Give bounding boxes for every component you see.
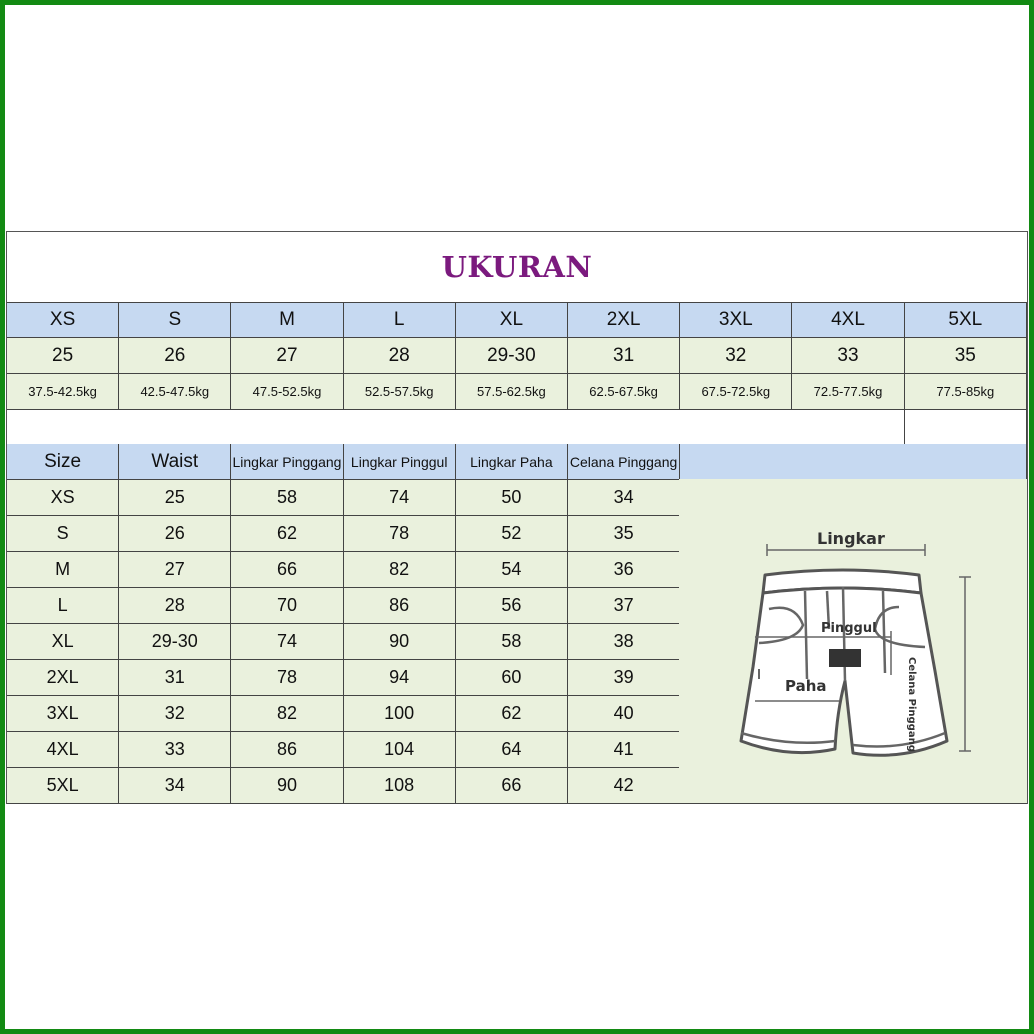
top-weight-cell: 47.5-52.5kg <box>231 374 343 410</box>
table-cell: 90 <box>231 768 343 804</box>
table-cell: 60 <box>456 660 568 696</box>
table-cell: 54 <box>456 552 568 588</box>
top-weight-cell: 77.5-85kg <box>905 374 1027 410</box>
table-cell: 66 <box>231 552 343 588</box>
table-cell: 78 <box>344 516 456 552</box>
table-cell: L <box>7 588 119 624</box>
table-cell: 58 <box>456 624 568 660</box>
header-fill-cell <box>680 444 1027 480</box>
top-size-cell: 3XL <box>680 302 792 338</box>
top-size-cell: XL <box>456 302 568 338</box>
table-cell: 62 <box>231 516 343 552</box>
table-cell: 31 <box>119 660 231 696</box>
top-weight-cell: 52.5-57.5kg <box>344 374 456 410</box>
table-cell: 3XL <box>7 696 119 732</box>
table-cell: S <box>7 516 119 552</box>
table-cell: 82 <box>344 552 456 588</box>
table-cell: 74 <box>231 624 343 660</box>
top-size-cell: L <box>344 302 456 338</box>
top-weight-cell: 62.5-67.5kg <box>568 374 680 410</box>
header-cell: Lingkar Paha <box>456 444 568 480</box>
top-waist-cell: 26 <box>119 338 231 374</box>
top-weight-cell: 67.5-72.5kg <box>680 374 792 410</box>
table-cell: 40 <box>568 696 680 732</box>
table-cell: 100 <box>344 696 456 732</box>
table-cell: XL <box>7 624 119 660</box>
top-size-cell: M <box>231 302 343 338</box>
table-cell: 74 <box>344 480 456 516</box>
top-weight-cell: 57.5-62.5kg <box>456 374 568 410</box>
table-cell: 104 <box>344 732 456 768</box>
table-cell: 25 <box>119 480 231 516</box>
table-cell: 56 <box>456 588 568 624</box>
spacer-cell-right <box>905 410 1027 446</box>
table-cell: 50 <box>456 480 568 516</box>
top-weight-cell: 42.5-47.5kg <box>119 374 231 410</box>
table-cell: 37 <box>568 588 680 624</box>
top-waist-cell: 33 <box>792 338 904 374</box>
header-cell: Lingkar Pinggang <box>231 444 343 480</box>
table-cell: 32 <box>119 696 231 732</box>
table-cell: 29-30 <box>119 624 231 660</box>
table-cell: 108 <box>344 768 456 804</box>
table-cell: 86 <box>231 732 343 768</box>
top-weight-cell: 37.5-42.5kg <box>7 374 119 410</box>
table-cell: 66 <box>456 768 568 804</box>
table-cell: 5XL <box>7 768 119 804</box>
spacer-cell <box>7 410 905 446</box>
table-cell: 36 <box>568 552 680 588</box>
table-cell: 28 <box>119 588 231 624</box>
table-cell: 70 <box>231 588 343 624</box>
top-size-cell: XS <box>7 302 119 338</box>
header-cell: Celana Pinggang <box>568 444 680 480</box>
table-cell: 90 <box>344 624 456 660</box>
top-waist-cell: 27 <box>231 338 343 374</box>
header-cell: Lingkar Pinggul <box>344 444 456 480</box>
top-size-cell: S <box>119 302 231 338</box>
top-waist-cell: 32 <box>680 338 792 374</box>
label-celana-pinggang: Celana Pinggang <box>906 657 917 752</box>
table-cell: 34 <box>568 480 680 516</box>
header-cell: Waist <box>119 444 231 480</box>
chart-title: UKURAN <box>441 250 593 284</box>
top-waist-cell: 35 <box>905 338 1027 374</box>
table-cell: 27 <box>119 552 231 588</box>
table-cell: XS <box>7 480 119 516</box>
top-size-cell: 4XL <box>792 302 904 338</box>
table-cell: 2XL <box>7 660 119 696</box>
table-cell: 26 <box>119 516 231 552</box>
table-cell: 58 <box>231 480 343 516</box>
header-cell: Size <box>7 444 119 480</box>
top-size-cell: 2XL <box>568 302 680 338</box>
top-waist-cell: 28 <box>344 338 456 374</box>
label-lingkar: Lingkar <box>817 529 885 548</box>
table-cell: M <box>7 552 119 588</box>
table-cell: 35 <box>568 516 680 552</box>
table-cell: 4XL <box>7 732 119 768</box>
shorts-illustration <box>679 479 1027 803</box>
top-weight-cell: 72.5-77.5kg <box>792 374 904 410</box>
table-cell: 38 <box>568 624 680 660</box>
top-size-cell: 5XL <box>905 302 1027 338</box>
top-waist-cell: 29-30 <box>456 338 568 374</box>
table-cell: 39 <box>568 660 680 696</box>
table-cell: 33 <box>119 732 231 768</box>
table-cell: 34 <box>119 768 231 804</box>
table-cell: 62 <box>456 696 568 732</box>
shorts-diagram <box>679 479 1027 804</box>
label-pinggul: Pinggul <box>821 621 877 636</box>
table-cell: 94 <box>344 660 456 696</box>
label-paha: Paha <box>785 677 827 695</box>
table-cell: 41 <box>568 732 680 768</box>
table-cell: 78 <box>231 660 343 696</box>
table-cell: 86 <box>344 588 456 624</box>
table-cell: 64 <box>456 732 568 768</box>
table-cell: 42 <box>568 768 680 804</box>
table-cell: 52 <box>456 516 568 552</box>
top-waist-cell: 25 <box>7 338 119 374</box>
size-chart <box>6 231 1028 804</box>
table-cell: 82 <box>231 696 343 732</box>
top-waist-cell: 31 <box>568 338 680 374</box>
